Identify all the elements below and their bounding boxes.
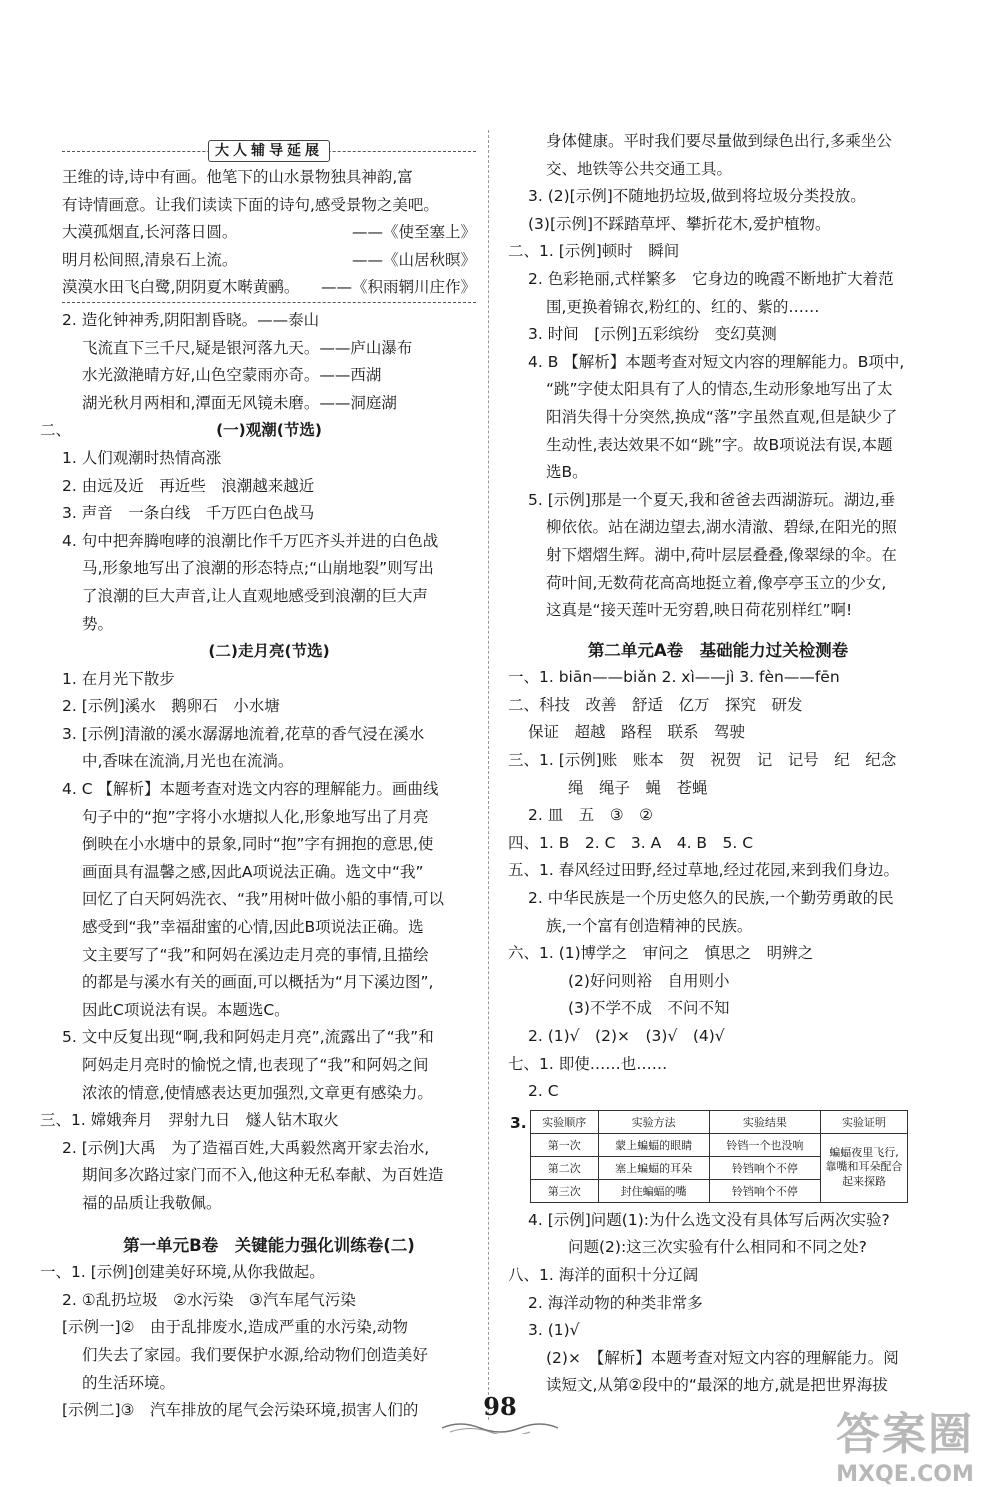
answer-line: “跳”字使太阳具有了人的情态,生动形象地写出了太	[546, 380, 893, 399]
table-row: 第一次 蒙上蝙蝠的眼睛 铃铛一个也没响 蝙蝠夜里飞行,靠嘴和耳朵配合起来探路	[531, 1133, 908, 1156]
experiment-table	[530, 1110, 908, 1203]
watermark-url: MXQE.COM	[836, 1462, 974, 1487]
watermark	[820, 1398, 990, 1487]
answer-line: 八、1. 海洋的面积十分辽阔	[508, 1265, 699, 1284]
unit-title: 第二单元A卷 基础能力过关检测卷	[587, 640, 849, 660]
answer-line: 二、科技 改善 舒适 亿万 探究 研发	[508, 695, 803, 714]
answer-line: 这真是“接天莲叶无穷碧,映日荷花别样红”啊!	[546, 601, 853, 620]
table-header: 实验顺序	[531, 1110, 599, 1133]
answer-line: 福的品质让我敬佩。	[82, 1193, 222, 1212]
answer-line: 水光潋滟晴方好,山色空蒙雨亦奇。——西湖	[82, 366, 382, 385]
answer-line: 4. B 【解析】本题考查对短文内容的理解能力。B项中,	[528, 352, 905, 371]
answer-line: 势。	[82, 614, 114, 633]
answer-line: 因此C项说法有误。本题选C。	[82, 1000, 290, 1019]
page-number: 98	[483, 1392, 517, 1421]
answer-line: 的都是与溪水有关的画面,可以概括为“月下溪边图”,	[82, 973, 434, 992]
answer-line: 2. [示例]溪水 鹅卵石 小水塘	[62, 697, 280, 716]
answer-line: [示例二]③ 汽车排放的尾气会污染环境,损害人们的	[62, 1401, 419, 1420]
answer-line: 回忆了白天阿妈洗衣、“我”用树叶做小船的事情,可以	[82, 890, 444, 909]
poem-line: 大漠孤烟直,长河落日圆。 ——《使至塞上》	[62, 223, 476, 242]
answer-line: 族,一个富有创造精神的民族。	[546, 916, 753, 935]
table-header: 实验结果	[709, 1110, 820, 1133]
answer-line: 2. ①乱扔垃圾 ②水污染 ③汽车尾气污染	[62, 1290, 356, 1309]
extension-box	[62, 164, 476, 303]
answer-line: (3)不学不成 不问不知	[568, 999, 730, 1018]
answer-line: 4. [示例]问题(1):为什么选文没有具体写后两次实验?	[528, 1210, 890, 1229]
table-proof-cell: 蝙蝠夜里飞行,靠嘴和耳朵配合起来探路	[821, 1133, 908, 1202]
answer-line: 2. 造化钟神秀,阴阳割昏晓。——泰山	[62, 310, 320, 329]
answer-line: 三、1. 嫦娥奔月 羿射九日 燧人钻木取火	[40, 1111, 339, 1130]
ext-line: 王维的诗,诗中有画。他笔下的山水景物独具神韵,富	[62, 168, 413, 186]
table-row: 第三次 封住蝙蝠的嘴 铃铛响个不停	[531, 1179, 908, 1202]
answer-line: 射下熠熠生辉。湖中,荷叶层层叠叠,像翠绿的伞。在	[546, 545, 897, 564]
poem-line: 漠漠水田飞白鹭,阴阴夏木啭黄鹂。 ——《积雨辋川庄作》	[62, 278, 476, 297]
answer-line: 4. C 【解析】本题考查对选文内容的理解能力。画曲线	[62, 780, 439, 799]
answer-line: 选B。	[546, 463, 588, 482]
answer-line: 2. (1)√ (2)× (3)√ (4)√	[528, 1027, 725, 1045]
answer-line: 2. [示例]大禹 为了造福百姓,大禹毅然离开家去治水,	[62, 1138, 430, 1157]
answer-line: 五、1. 春风经过田野,经过草地,经过花园,来到我们身边。	[508, 861, 899, 880]
answer-line: 问题(2):这三次实验有什么相同和不同之处?	[568, 1238, 867, 1257]
column-divider	[488, 130, 489, 1420]
answer-line: 四、1. B 2. C 3. A 4. B 5. C	[508, 833, 754, 852]
answer-line: 1. 人们观潮时热情高涨	[62, 448, 222, 467]
poem-line: 明月松间照,清泉石上流。 ——《山居秋暝》	[62, 250, 476, 269]
answer-line: 中,香味在流淌,月光也在流淌。	[82, 752, 294, 771]
answer-line: 2. 海洋动物的种类非常多	[528, 1293, 703, 1312]
answer-line: 三、1. [示例]账 账本 贺 祝贺 记 记号 纪 纪念	[508, 751, 897, 770]
extension-title: 大人辅导延展	[208, 140, 330, 162]
answer-line: 六、1. (1)博学之 审问之 慎思之 明辨之	[508, 944, 814, 963]
watermark-main: 答案圈	[836, 1409, 974, 1460]
answer-line: 倒映在小水塘中的景象,同时“抱”字有拥抱的意思,使	[82, 835, 434, 854]
answer-line: 身体健康。平时我们要尽量做到绿色出行,多乘坐公	[546, 132, 892, 150]
answer-line: 二、1. [示例]顿时 瞬间	[508, 242, 680, 261]
answer-line: 3. 声音 一条白线 千万匹白色战马	[62, 504, 315, 523]
answer-line: 一、1. [示例]创建美好环境,从你我做起。	[40, 1263, 325, 1282]
answer-line: 交、地铁等公共交通工具。	[546, 159, 733, 178]
answer-line: 文主要写了“我”和阿妈在溪边走月亮的事情,且描绘	[82, 945, 429, 964]
experiment-table-block: 3. 实验顺序 实验方法 实验结果 实验证明 第一次 蒙上蝙蝠的眼睛 铃铛一个也没响 蝙蝠夜里飞行,靠嘴和耳朵配合起来探路 第二次 塞上蝙蝠的耳朵 铃铛响个不停 第三次 封住蝙蝠的嘴 铃铛响个不停	[508, 1110, 928, 1203]
table-row: 第二次 塞上蝙蝠的耳朵 铃铛响个不停	[531, 1156, 908, 1179]
section-header: 二、 (一)观潮(节选)	[40, 421, 322, 440]
answer-line: 生动性,表达效果不如“跳”字。故B项说法有误,本题	[546, 435, 893, 454]
answer-line: 感受到“我”幸福甜蜜的心情,因此B项说法正确。选	[82, 918, 424, 937]
table-header: 实验方法	[598, 1110, 709, 1133]
answer-line: 保证 超越 路程 联系 驾驶	[528, 723, 746, 742]
answer-line: 1. 在月光下散步	[62, 669, 175, 688]
left-column	[40, 140, 476, 1425]
answer-line: 2. 皿 五 ③ ②	[528, 806, 654, 825]
answer-line: 围,更换着锦衣,粉红的、红的、紫的……	[546, 297, 820, 316]
answer-line: 5. 文中反复出现“啊,我和阿妈走月亮”,流露出了“我”和	[62, 1028, 434, 1047]
answer-line: 的生活环境。	[82, 1373, 176, 1392]
answer-line: 荷叶间,无数荷花高高地挺立着,像亭亭玉立的少女,	[546, 573, 887, 592]
answer-line: 2. 色彩艳丽,式样繁多 它身边的晚霞不断地扩大着范	[528, 269, 894, 288]
answer-line: 3. 时间 [示例]五彩缤纷 变幻莫测	[528, 325, 777, 344]
answer-line: 2. 由远及近 再近些 浪潮越来越近	[62, 476, 315, 495]
extension-header	[62, 140, 476, 162]
answer-line: 5. [示例]那是一个夏天,我和爸爸去西湖游玩。湖边,垂	[528, 490, 896, 509]
answer-line: 2. 中华民族是一个历史悠久的民族,一个勤劳勇敢的民	[528, 889, 894, 908]
answer-line: (3)[示例]不踩踏草坪、攀折花木,爱护植物。	[528, 214, 831, 233]
answer-line: 3. (1)√	[528, 1321, 580, 1340]
answer-line: 句子中的“抱”字将小水塘拟人化,形象地写出了月亮	[82, 807, 429, 826]
subsection-title: (二)走月亮(节选)	[208, 642, 330, 661]
unit-title: 第一单元B卷 关键能力强化训练卷(二)	[123, 1235, 415, 1255]
answer-line: 阳消失得十分突然,换成“落”字虽然直观,但是缺少了	[546, 407, 898, 426]
answer-line: 画面具有温馨之感,因此A项说法正确。选文中“我”	[82, 862, 424, 881]
wave-ornament-icon	[440, 1420, 560, 1434]
answer-line: 读短文,从第②段中的“最深的地方,就是把世界海拔	[546, 1376, 888, 1395]
answer-line: 飞流直下三千尺,疑是银河落九天。——庐山瀑布	[82, 338, 413, 357]
answer-line: 一、1. biān——biǎn 2. xì——jì 3. fèn——fēn	[508, 668, 840, 687]
right-column	[508, 128, 928, 1400]
answer-line: 了浪潮的巨大声音,让人直观地感受到浪潮的巨大声	[82, 586, 428, 605]
answer-line: 绳 绳子 蝇 苍蝇	[568, 778, 708, 797]
answer-line: (2)好问则裕 自用则小	[568, 971, 730, 990]
answer-line: (2)× 【解析】本题考查对短文内容的理解能力。阅	[546, 1348, 899, 1367]
answer-line: 阿妈走月亮时的愉悦之情,也表现了“我”和阿妈之间	[82, 1056, 429, 1074]
answer-line: 们失去了家园。我们要保护水源,给动物们创造美好	[82, 1345, 428, 1364]
answer-line: 3. (2)[示例]不随地扔垃圾,做到将垃圾分类投放。	[528, 187, 866, 206]
answer-line: [示例一]② 由于乱排废水,造成严重的水污染,动物	[62, 1318, 408, 1337]
ext-line: 有诗情画意。让我们读读下面的诗句,感受景物之美吧。	[62, 195, 439, 214]
answer-line: 期间多次路过家门而不入,他这种无私奉献、为百姓造	[82, 1166, 444, 1185]
table-header: 实验证明	[821, 1110, 908, 1133]
answer-line: 4. 句中把奔腾咆哮的浪潮比作千万匹齐头并进的白色战	[62, 531, 439, 550]
answer-line: 湖光秋月两相和,潭面无风镜未磨。——洞庭湖	[82, 393, 397, 412]
answer-line: 马,形象地写出了浪潮的形态特点;“山崩地裂”则写出	[82, 559, 434, 578]
answer-line: 柳依依。站在湖边望去,湖水清澈、碧绿,在阳光的照	[546, 518, 897, 537]
answer-line: 浓浓的情意,使情感表达更加强烈,文章更有感染力。	[82, 1083, 433, 1102]
answer-line: 3. [示例]清澈的溪水潺潺地流着,花草的香气浸在溪水	[62, 724, 425, 743]
answer-line: 2. C	[528, 1082, 559, 1101]
answer-line: 七、1. 即使……也……	[508, 1054, 668, 1073]
